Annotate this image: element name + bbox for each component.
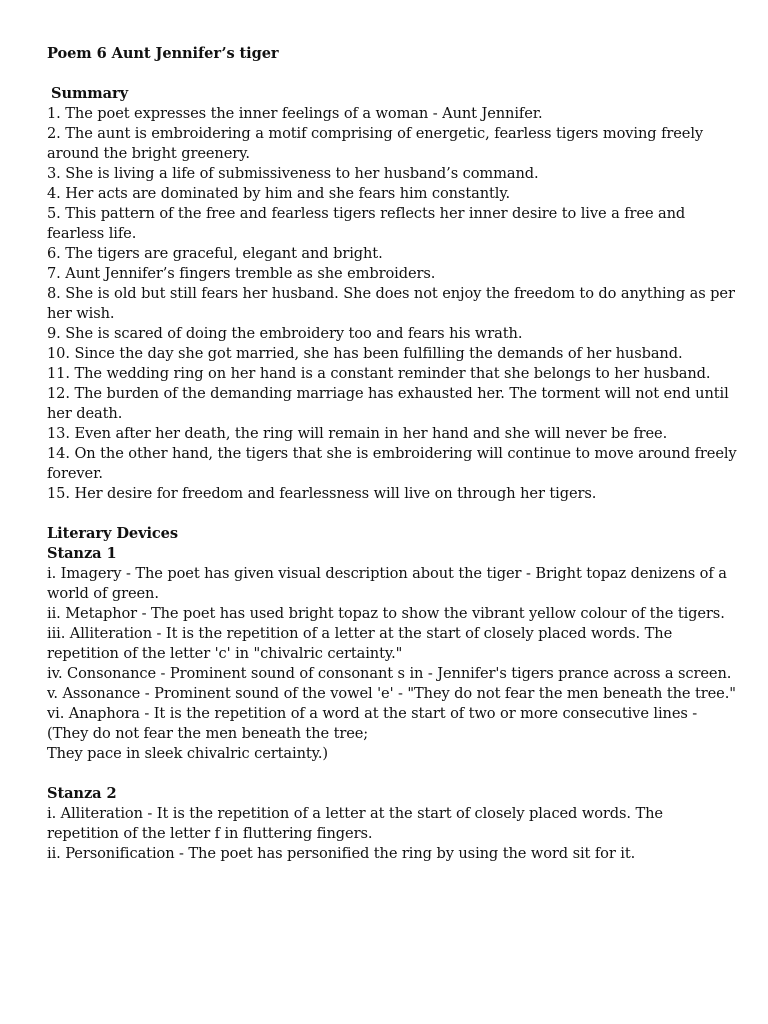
summary-point: 7. Aunt Jennifer’s fingers tremble as she embroiders. [47,265,436,282]
stanza-2-heading: Stanza 2 [47,785,117,802]
summary-point: 13. Even after her death, the ring will remain in her hand and she will never be free. [47,425,668,442]
stanza-2-list [47,804,737,864]
document-page [47,44,737,864]
summary-point: 15. Her desire for freedom and fearlessness will live on through her tigers. [47,485,597,502]
device-item: ii. Personification - The poet has personified the ring by using the word sit for it. [47,845,636,862]
spacer [47,764,737,784]
summary-point: 12. The burden of the demanding marriage has exhausted her. The torment will not end until her death. [47,385,729,422]
document-title: Poem 6 Aunt Jennifer’s tiger [47,45,279,62]
device-item: i. Imagery - The poet has given visual description about the tiger - Bright topaz denizens of a world of green. [47,565,727,602]
device-item: vi. Anaphora - It is the repetition of a word at the start of two or more consecutive lines - (They do not fear the men beneath the tree; [47,705,698,742]
summary-list [47,104,737,504]
summary-point: 3. She is living a life of submissiveness to her husband’s command. [47,165,539,182]
summary-heading: Summary [51,85,128,102]
summary-point: 6. The tigers are graceful, elegant and bright. [47,245,383,262]
summary-point: 10. Since the day she got married, she has been fulfilling the demands of her husband. [47,345,683,362]
summary-point: 9. She is scared of doing the embroidery too and fears his wrath. [47,325,523,342]
device-item: iii. Alliteration - It is the repetition of a letter at the start of closely placed words. The repetition of the letter 'c' in "chivalric certainty." [47,625,673,662]
stanza-1-list [47,564,737,764]
spacer [47,504,737,524]
summary-point: 11. The wedding ring on her hand is a constant reminder that she belongs to her husband. [47,365,711,382]
device-item: i. Alliteration - It is the repetition of a letter at the start of closely placed words. The repetition of the letter f in fluttering fingers. [47,805,663,842]
summary-point: 2. The aunt is embroidering a motif comprising of energetic, fearless tigers moving freely around the bright greenery. [47,125,704,162]
device-item: iv. Consonance - Prominent sound of consonant s in - Jennifer's tigers prance across a screen. [47,665,732,682]
device-item: ii. Metaphor - The poet has used bright topaz to show the vibrant yellow colour of the tigers. [47,605,725,622]
stanza-1-heading: Stanza 1 [47,545,117,562]
literary-devices-heading: Literary Devices [47,525,178,542]
summary-point: 1. The poet expresses the inner feelings of a woman - Aunt Jennifer. [47,105,543,122]
summary-point: 5. This pattern of the free and fearless tigers reflects her inner desire to live a free and fearless life. [47,205,686,242]
summary-point: 14. On the other hand, the tigers that she is embroidering will continue to move around freely forever. [47,445,737,482]
device-item: v. Assonance - Prominent sound of the vowel 'e' - "They do not fear the men beneath the tree." [47,685,736,702]
summary-point: 4. Her acts are dominated by him and she fears him constantly. [47,185,511,202]
device-item: They pace in sleek chivalric certainty.) [47,745,328,762]
summary-point: 8. She is old but still fears her husband. She does not enjoy the freedom to do anything as per her wish. [47,285,735,322]
spacer [47,64,737,84]
